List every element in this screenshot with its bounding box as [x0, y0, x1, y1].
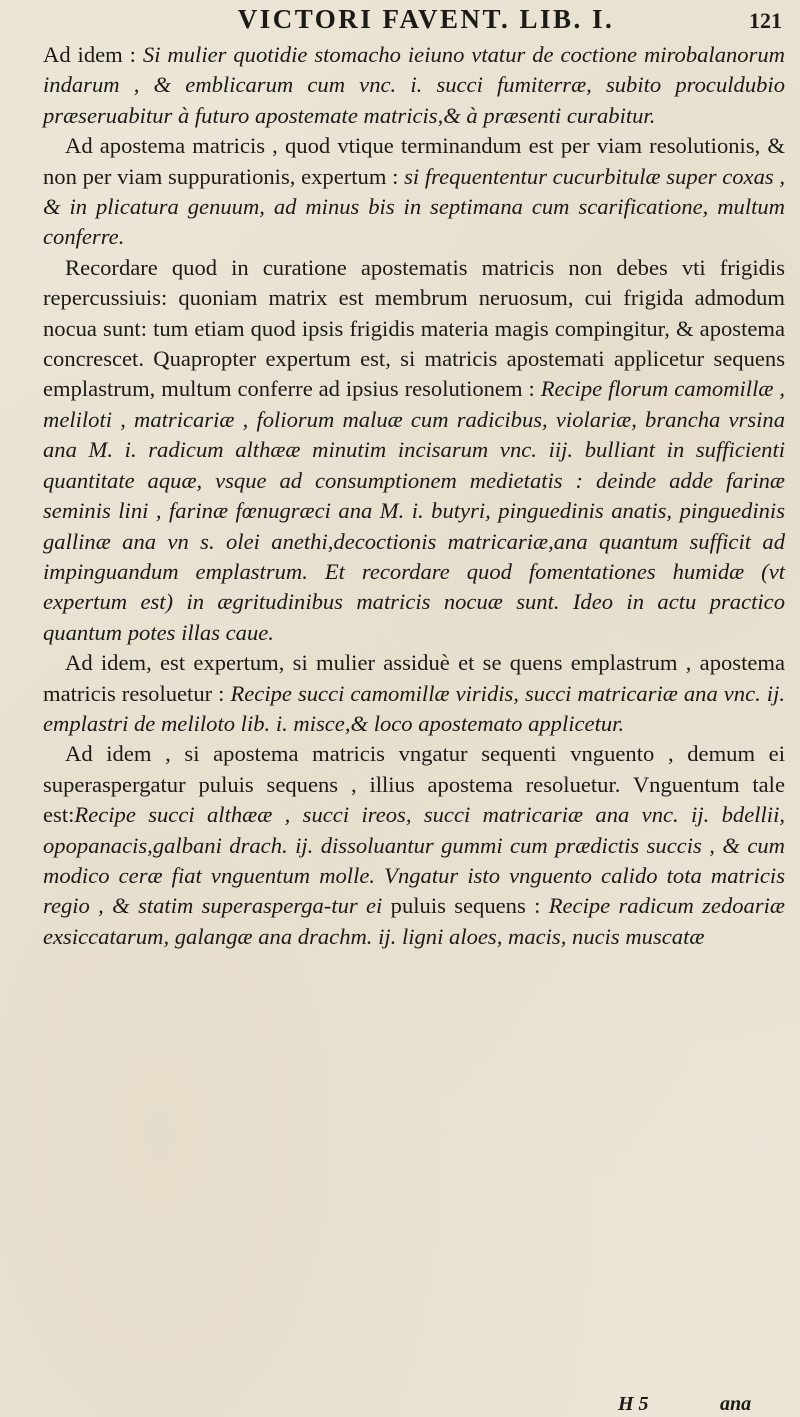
- signature-mark: H 5: [618, 1393, 649, 1415]
- roman-run: Ad apostema matricis , quod vtique terminandum est per viam resolutionis, & non per viam suppurationis, expertum :: [43, 133, 785, 189]
- running-title: VICTORI FAVENT. LIB. I.: [237, 4, 615, 34]
- paragraph: [43, 739, 785, 952]
- paragraph: [43, 648, 785, 739]
- paragraph: [43, 253, 785, 648]
- italic-run: si frequententur cucurbitulæ super coxas , & in plicatura genuum, ad minus bis in septimana cum scarificatione, multum conferre.: [43, 163, 785, 250]
- italic-run: Recipe radicum zedoariæ exsiccatarum, galangæ ana drachm. ij. ligni aloes, macis, nucis muscatæ: [43, 893, 785, 949]
- italic-run: Recipe succi camomillæ viridis, succi matricariæ ana vnc. ij. emplastri de meliloto lib. i. misce,& loco apostemato applicetur.: [43, 680, 786, 736]
- roman-run: Ad idem, est expertum, si mulier assiduè et se quens emplastrum , apostema matricis resoluetur :: [43, 650, 785, 706]
- paragraph: [43, 40, 785, 131]
- roman-run: puluis sequens :: [390, 893, 549, 919]
- body-text: [43, 40, 785, 952]
- roman-run: Recordare quod in curatione apostematis matricis non debes vti frigidis repercussiuis: quoniam matrix est membrum neruosum, cui frigida admodum nocua sunt: tum etiam quod ipsis frigidis materia magis compingitur, & apostema concrescet. Quapropter expertum est, si matricis apostemati applicetur sequens emplastrum, multum conferre ad ipsius resolutionem :: [43, 254, 785, 402]
- page-footer: [0, 1393, 800, 1417]
- paragraph: [43, 131, 785, 253]
- italic-run: Recipe florum camomillæ , meliloti , matricariæ , foliorum maluæ cum radicibus, violariæ, brancha vrsina ana M. i. radicum althææ minutim incisarum vnc. iij. bulliant in sufficienti quantitate aquæ, vsque ad consumptionem medietatis : deinde adde farinæ seminis lini , farinæ fœnugræci ana M. i. butyri, pinguedinis anatis, pinguedinis gallinæ ana vn s. olei anethi,decoctionis matricariæ,ana quantum sufficit ad impinguandum emplastrum. Et recordare quod fomentationes humidæ (vt expertum est) in ægritudinibus matricis nocuæ sunt. Ideo in actu practico quantum potes illas caue.: [43, 376, 785, 645]
- roman-run: Ad idem :: [43, 42, 143, 67]
- running-head: [40, 2, 782, 42]
- catchword: ana: [720, 1393, 752, 1415]
- italic-run: Recipe succi althææ , succi ireos, succi matricariæ ana vnc. ij. bdellii, opopanacis,galbani drach. ij. dissoluantur gummi cum prædictis succis , & cum modico ceræ fiat vnguentum molle. Vngatur isto vnguento calido tota matricis regio , & statim superasperga-tur ei: [43, 802, 785, 919]
- italic-run: Si mulier quotidie stomacho ieiuno vtatur de coctione mirobalanorum indarum , & emblicarum cum vnc. i. succi fumiterræ, subito proculdubio præseruabitur à futuro apostemate matricis,& à præsenti curabitur.: [43, 42, 785, 128]
- roman-run: Ad idem , si apostema matricis vngatur sequenti vnguento , demum ei superaspergatur puluis sequens , illius apostema resoluetur. Vnguentum tale est:: [43, 741, 785, 828]
- page-number: 121: [749, 8, 782, 33]
